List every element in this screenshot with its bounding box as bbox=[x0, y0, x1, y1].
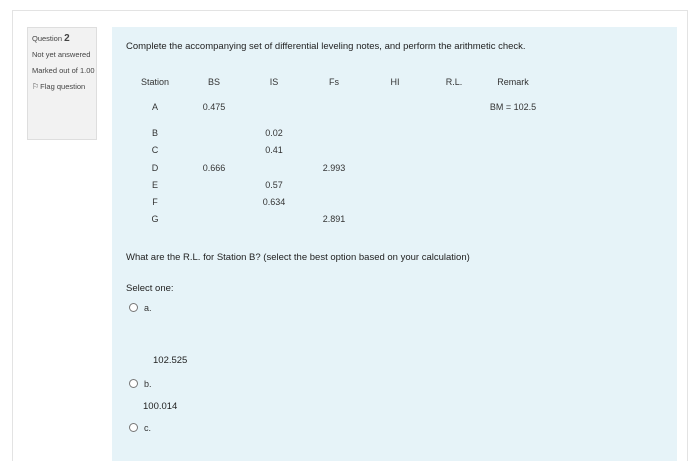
option-a-letter[interactable]: a. bbox=[144, 303, 152, 313]
header-bs: BS bbox=[207, 77, 220, 87]
question-text: Complete the accompanying set of differential leveling notes, and perform the arithmetic check. bbox=[126, 41, 526, 52]
question-label: Question bbox=[32, 34, 63, 43]
option-c-letter[interactable]: c. bbox=[144, 423, 152, 433]
header-rl: R.L. bbox=[445, 77, 463, 87]
header-station: Station bbox=[140, 77, 170, 87]
cell-is: 0.02 bbox=[265, 128, 283, 138]
cell-station: B bbox=[151, 128, 158, 138]
header-fs: Fs bbox=[329, 77, 339, 87]
option-a-radio[interactable] bbox=[129, 303, 138, 312]
header-hi: HI bbox=[390, 77, 400, 87]
cell-fs: 2.891 bbox=[322, 214, 346, 224]
question-number bbox=[32, 34, 96, 44]
cell-is: 0.41 bbox=[265, 145, 283, 155]
cell-station: A bbox=[151, 102, 158, 112]
question-number-value: 2 bbox=[64, 33, 70, 44]
flag-label: Flag question bbox=[40, 82, 86, 91]
cell-is: 0.57 bbox=[265, 180, 283, 190]
option-a-value: 102.525 bbox=[153, 355, 188, 366]
cell-station: G bbox=[151, 214, 159, 224]
question-grade: Marked out of 1.00 bbox=[32, 66, 95, 75]
option-c-radio[interactable] bbox=[129, 423, 138, 432]
option-b-value: 100.014 bbox=[143, 401, 178, 412]
flag-question-link[interactable] bbox=[32, 82, 96, 92]
question-prompt: What are the R.L. for Station B? (select the best option based on your calculation) bbox=[126, 252, 470, 263]
header-is: IS bbox=[269, 77, 279, 87]
cell-station: D bbox=[151, 163, 159, 173]
select-one-label: Select one: bbox=[126, 283, 174, 294]
cell-is: 0.634 bbox=[262, 197, 286, 207]
question-info-panel bbox=[27, 27, 97, 140]
header-remark: Remark bbox=[497, 77, 529, 87]
flag-icon: ⚐ bbox=[32, 82, 40, 91]
cell-station: E bbox=[151, 180, 158, 190]
question-content bbox=[112, 27, 677, 461]
cell-remark: BM = 102.5 bbox=[489, 102, 537, 112]
cell-bs: 0.666 bbox=[202, 163, 226, 173]
cell-bs: 0.475 bbox=[202, 102, 226, 112]
question-state: Not yet answered bbox=[32, 50, 91, 59]
cell-fs: 2.993 bbox=[322, 163, 346, 173]
cell-station: F bbox=[152, 197, 158, 207]
cell-station: C bbox=[151, 145, 159, 155]
option-b-letter[interactable]: b. bbox=[144, 379, 152, 389]
option-b-radio[interactable] bbox=[129, 379, 138, 388]
